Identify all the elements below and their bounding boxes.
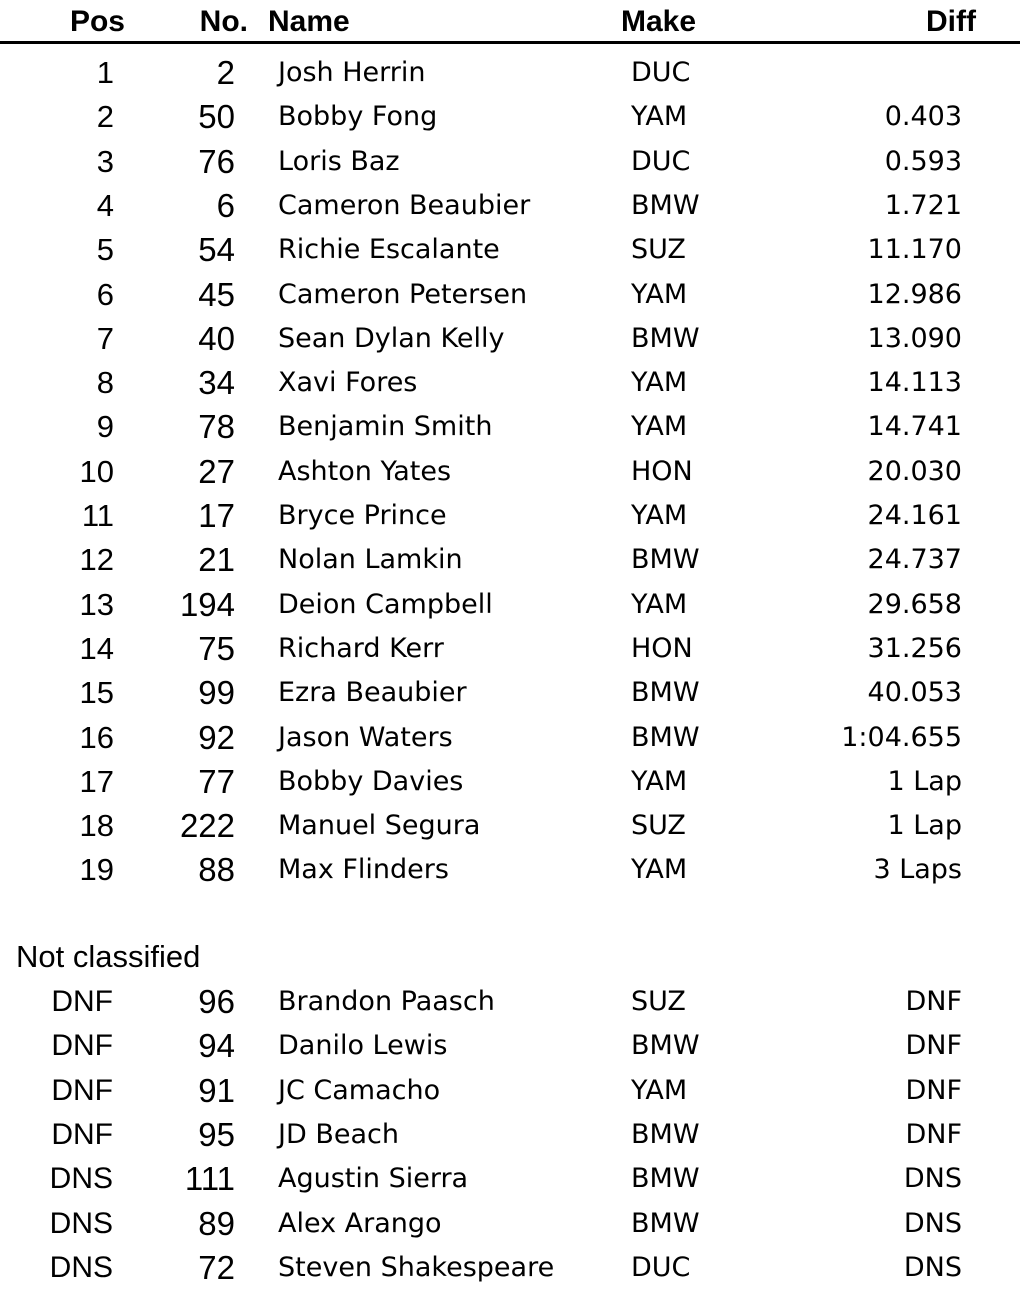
cell-diff: 1 Lap (887, 810, 962, 842)
cell-diff: 14.113 (867, 367, 962, 399)
cell-name: Deion Campbell (278, 588, 493, 620)
cell-pos: 7 (96, 320, 114, 356)
cell-diff: 1:04.655 (841, 721, 962, 753)
cell-name: Sean Dylan Kelly (278, 322, 505, 354)
cell-name: Richard Kerr (278, 632, 444, 664)
cell-make: BMW (631, 1118, 700, 1150)
cell-make: YAM (631, 588, 688, 620)
cell-no: 50 (198, 98, 235, 136)
cell-no: 77 (198, 762, 235, 800)
cell-no: 54 (198, 231, 235, 269)
not-classified-heading: Not classified (16, 939, 201, 974)
cell-name: Ezra Beaubier (278, 677, 467, 709)
cell-name: Danilo Lewis (278, 1030, 448, 1062)
cell-pos: DNF (51, 1029, 113, 1063)
cell-pos: 13 (79, 586, 114, 622)
cell-pos: 9 (96, 409, 114, 445)
cell-make: YAM (631, 500, 688, 531)
result-row (0, 760, 1020, 804)
header-pos: Pos (69, 5, 125, 38)
cell-make: DUC (631, 145, 691, 177)
cell-diff: DNF (905, 1118, 962, 1150)
result-row (0, 1113, 1020, 1157)
cell-name: JC Camacho (278, 1074, 441, 1106)
cell-diff: 12.986 (867, 278, 962, 310)
cell-no: 2 (216, 54, 235, 91)
cell-diff: DNF (905, 986, 962, 1017)
cell-pos: 6 (96, 276, 114, 312)
cell-make: YAM (631, 411, 688, 443)
cell-pos: DNF (51, 1073, 113, 1107)
result-row (0, 95, 1020, 139)
cell-make: HON (631, 632, 693, 664)
cell-pos: 1 (96, 55, 114, 90)
cell-make: SUZ (631, 234, 686, 266)
cell-make: BMW (631, 677, 700, 709)
cell-make: BMW (631, 1163, 700, 1195)
cell-pos: 16 (79, 719, 114, 755)
cell-make: BMW (631, 1207, 700, 1239)
cell-pos: 2 (96, 99, 114, 135)
result-row (0, 494, 1020, 538)
cell-no: 91 (198, 1071, 235, 1109)
cell-pos: DNS (49, 1162, 113, 1196)
cell-make: SUZ (631, 810, 686, 842)
cell-diff: 1 Lap (887, 765, 962, 797)
cell-diff: 20.030 (867, 455, 962, 487)
result-row (0, 1069, 1020, 1113)
header-make: Make (621, 5, 697, 38)
result-row (0, 51, 1020, 95)
cell-no: 78 (198, 408, 235, 446)
cell-make: BMW (631, 1030, 700, 1062)
cell-name: Cameron Petersen (278, 278, 528, 310)
cell-pos: DNS (49, 1250, 113, 1284)
cell-pos: DNS (49, 1206, 113, 1240)
cell-name: Max Flinders (278, 854, 449, 886)
cell-diff: DNF (905, 1074, 962, 1106)
cell-no: 111 (184, 1160, 235, 1198)
cell-pos: 17 (79, 763, 114, 799)
cell-pos: 19 (79, 852, 114, 888)
cell-pos: 18 (79, 808, 114, 844)
results-table-header (0, 0, 1020, 44)
result-row (0, 716, 1020, 760)
cell-make: HON (631, 455, 693, 487)
cell-diff: DNF (905, 1030, 962, 1062)
cell-diff: 31.256 (867, 632, 962, 664)
cell-make: DUC (631, 57, 691, 88)
cell-make: BMW (631, 189, 700, 221)
cell-make: DUC (631, 1251, 691, 1283)
cell-pos: 14 (79, 630, 114, 666)
cell-make: YAM (631, 1074, 688, 1106)
cell-diff: 14.741 (867, 411, 962, 443)
cell-diff: 40.053 (867, 677, 962, 709)
cell-pos: 11 (81, 498, 114, 533)
cell-diff: 13.090 (867, 322, 962, 354)
cell-name: Bryce Prince (278, 500, 447, 531)
cell-no: 88 (198, 851, 235, 889)
cell-pos: 15 (79, 675, 114, 711)
cell-name: Xavi Fores (278, 367, 418, 399)
cell-make: YAM (631, 278, 688, 310)
cell-no: 34 (198, 364, 235, 402)
cell-no: 96 (198, 983, 235, 1020)
cell-make: BMW (631, 322, 700, 354)
cell-make: BMW (631, 544, 700, 576)
cell-no: 6 (216, 186, 235, 224)
cell-pos: 8 (96, 365, 114, 401)
cell-name: Bobby Davies (278, 765, 464, 797)
cell-pos: 3 (96, 143, 114, 179)
header-diff: Diff (926, 5, 976, 38)
cell-no: 89 (198, 1204, 235, 1242)
cell-diff: 0.403 (884, 101, 962, 133)
cell-no: 194 (179, 585, 235, 623)
cell-name: Josh Herrin (278, 57, 426, 88)
cell-make: YAM (631, 765, 688, 797)
cell-pos: 5 (96, 232, 114, 268)
result-row (0, 671, 1020, 715)
cell-no: 72 (198, 1248, 235, 1286)
header-no: No. (199, 5, 248, 38)
cell-diff: 29.658 (867, 588, 962, 620)
result-row (0, 1246, 1020, 1290)
result-row (0, 1157, 1020, 1201)
cell-make: YAM (631, 854, 688, 886)
cell-name: Loris Baz (278, 145, 400, 177)
cell-no: 222 (179, 807, 235, 845)
cell-make: YAM (631, 367, 688, 399)
cell-pos: DNF (51, 985, 113, 1018)
cell-name: Ashton Yates (278, 455, 452, 487)
cell-pos: 4 (96, 187, 114, 223)
cell-diff: DNS (903, 1207, 962, 1239)
cell-name: JD Beach (278, 1118, 399, 1150)
cell-no: 75 (198, 629, 235, 667)
cell-no: 95 (198, 1115, 235, 1153)
cell-name: Richie Escalante (278, 234, 500, 266)
cell-no: 76 (198, 142, 235, 180)
result-row (0, 627, 1020, 671)
result-row (0, 1024, 1020, 1068)
cell-name: Alex Arango (278, 1207, 442, 1239)
cell-name: Benjamin Smith (278, 411, 493, 443)
cell-name: Cameron Beaubier (278, 189, 531, 221)
cell-name: Brandon Paasch (278, 986, 495, 1017)
cell-make: YAM (631, 101, 688, 133)
cell-diff: 11.170 (867, 234, 962, 266)
result-row (0, 228, 1020, 272)
cell-pos: DNF (51, 1117, 113, 1151)
cell-pos: 10 (79, 453, 114, 489)
result-row (0, 140, 1020, 184)
result-row (0, 538, 1020, 582)
result-row (0, 980, 1020, 1024)
cell-no: 94 (198, 1027, 235, 1065)
cell-pos: 12 (79, 542, 114, 578)
cell-no: 27 (198, 452, 235, 490)
cell-diff: 1.721 (884, 189, 962, 221)
cell-no: 99 (198, 674, 235, 712)
cell-diff: 0.593 (884, 145, 962, 177)
cell-name: Jason Waters (278, 721, 453, 753)
cell-diff: 3 Laps (873, 854, 962, 886)
cell-diff: DNS (903, 1251, 962, 1283)
cell-make: BMW (631, 721, 700, 753)
result-row (0, 848, 1020, 892)
result-row (0, 273, 1020, 317)
cell-no: 21 (198, 541, 235, 579)
cell-name: Agustin Sierra (278, 1163, 469, 1195)
result-row (0, 184, 1020, 228)
cell-name: Nolan Lamkin (278, 544, 463, 576)
header-name: Name (268, 5, 350, 38)
cell-no: 17 (198, 497, 235, 534)
cell-name: Bobby Fong (278, 101, 438, 133)
result-row (0, 361, 1020, 405)
result-row (0, 583, 1020, 627)
cell-make: SUZ (631, 986, 686, 1017)
result-row (0, 405, 1020, 449)
result-row (0, 1202, 1020, 1246)
cell-name: Manuel Segura (278, 810, 481, 842)
cell-no: 92 (198, 718, 235, 756)
cell-no: 45 (198, 275, 235, 313)
cell-no: 40 (198, 319, 235, 357)
result-row (0, 317, 1020, 361)
cell-name: Steven Shakespeare (278, 1251, 555, 1283)
cell-diff: DNS (903, 1163, 962, 1195)
cell-diff: 24.161 (867, 500, 962, 531)
cell-diff: 24.737 (867, 544, 962, 576)
result-row (0, 804, 1020, 848)
result-row (0, 450, 1020, 494)
